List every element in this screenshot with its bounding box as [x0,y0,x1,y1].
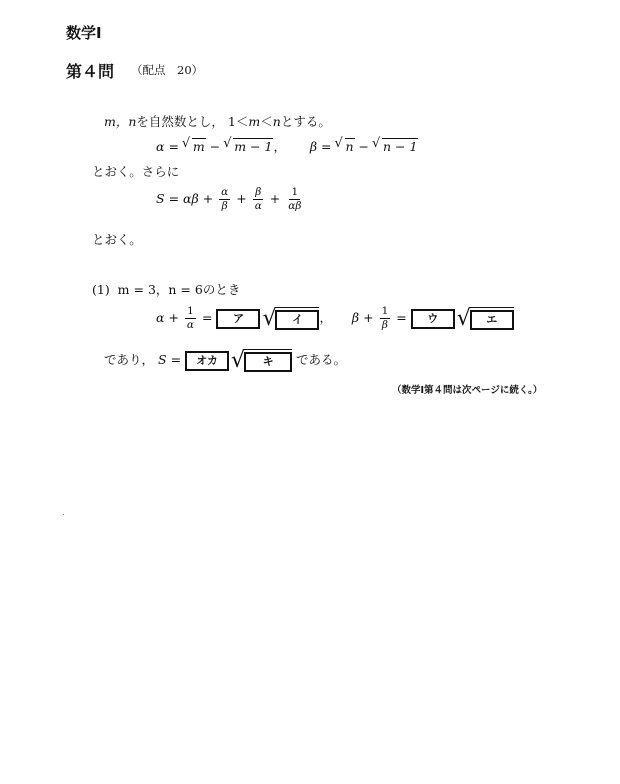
answer-box-ki[interactable]: キ [244,352,292,372]
subject-title: 数学Ⅰ [66,24,102,42]
answer-box-a[interactable]: ア [216,309,260,329]
intro-vars: m，n [104,114,137,129]
fraction-numerator: β [253,187,263,200]
ineq-m: m [248,114,261,129]
alpha-symbol: α [156,139,165,154]
sqrt-overline [275,307,319,330]
answer-box-u[interactable]: ウ [411,309,455,329]
intro-line [104,112,331,130]
part1-label: (1) [92,282,110,297]
sqrt-overline [470,307,514,330]
fraction-numerator: 1 [289,187,300,200]
fraction-denominator: α [186,319,194,332]
comma: ， [319,310,332,326]
part1-condition: m = 3，n = 6のとき [117,282,241,297]
part1-equations [156,306,514,331]
sqrt-symbol: √ [231,347,246,373]
equals-sign: = [168,191,180,207]
beta-symbol: β [351,310,360,326]
scan-speck [63,514,64,515]
continued-note: （数学Ⅰ第４問は次ページに続く。） [392,385,543,396]
plus-sign: + [363,310,374,326]
sqrt-overline [244,349,292,372]
fraction-one-over-alpha [185,306,196,331]
plus-sign: + [168,310,179,326]
answer-box-e[interactable]: エ [470,310,514,330]
plus-sign: + [236,191,247,207]
ineq-lt-1: ＜ [235,114,249,129]
fraction-numerator: 1 [380,306,391,319]
fraction-numerator: α [219,187,230,200]
sqrt-m-minus-1 [224,139,273,154]
fraction-one-over-alphabeta [286,187,303,212]
beta-symbol: β [309,139,318,154]
equals-sign: = [321,139,332,154]
plus-sign: + [202,191,214,207]
sqrt-symbol: √ [456,305,471,331]
toku-sarani-text: とおく。さらに [92,164,180,179]
sqrt-n-minus-1 [373,139,418,154]
answer-box-oka[interactable]: オカ [185,351,229,371]
minus-sign: − [209,139,221,154]
fraction-denominator: β [381,319,388,332]
equals-sign: = [201,310,213,326]
part1-s-line [104,349,346,372]
fraction-one-over-beta [380,306,391,331]
sqrt-m [183,139,206,154]
ineq-n: n [272,114,281,129]
ineq-lt-2: ＜ [260,114,273,129]
fraction-denominator: β [221,200,228,213]
question-title: 第４問 [66,62,115,81]
equals-sign: = [396,310,407,326]
dearu-prefix: であり， [104,352,155,367]
fraction-alpha-over-beta [219,187,230,212]
part1-heading [92,280,240,298]
intro-condition: を自然数とし， [136,114,224,129]
s-symbol: S [156,191,165,207]
s-symbol: S [158,352,167,367]
ineq-one: 1 [227,114,236,129]
sqrt-n [336,139,355,154]
plus-sign: + [269,191,281,207]
alpha-beta-definition [156,137,418,155]
sqrt-symbol: √ [262,305,277,331]
points-note: （配点 20） [131,63,204,77]
sqrt-n-minus-1-radicand: n − 1 [383,139,418,154]
alpha-symbol: α [156,310,165,326]
fraction-numerator: 1 [185,306,196,319]
dearu-suffix: である。 [296,352,347,367]
s-definition [156,187,305,212]
fraction-denominator: α [254,200,262,213]
fraction-beta-over-alpha [253,187,264,212]
alpha-beta-product: αβ [183,191,199,207]
equals-sign: = [170,352,182,367]
toku-text: とおく。 [92,232,142,247]
sqrt-n-radicand: n [345,139,354,154]
comma: ， [273,139,286,154]
equals-sign: = [168,139,179,154]
fraction-denominator: αβ [288,200,302,213]
sqrt-m-radicand: m [192,139,205,154]
sqrt-m-minus-1-radicand: m − 1 [234,139,273,154]
intro-tail: とする。 [280,114,331,129]
answer-box-i[interactable]: イ [275,310,319,330]
minus-sign: − [358,139,370,154]
